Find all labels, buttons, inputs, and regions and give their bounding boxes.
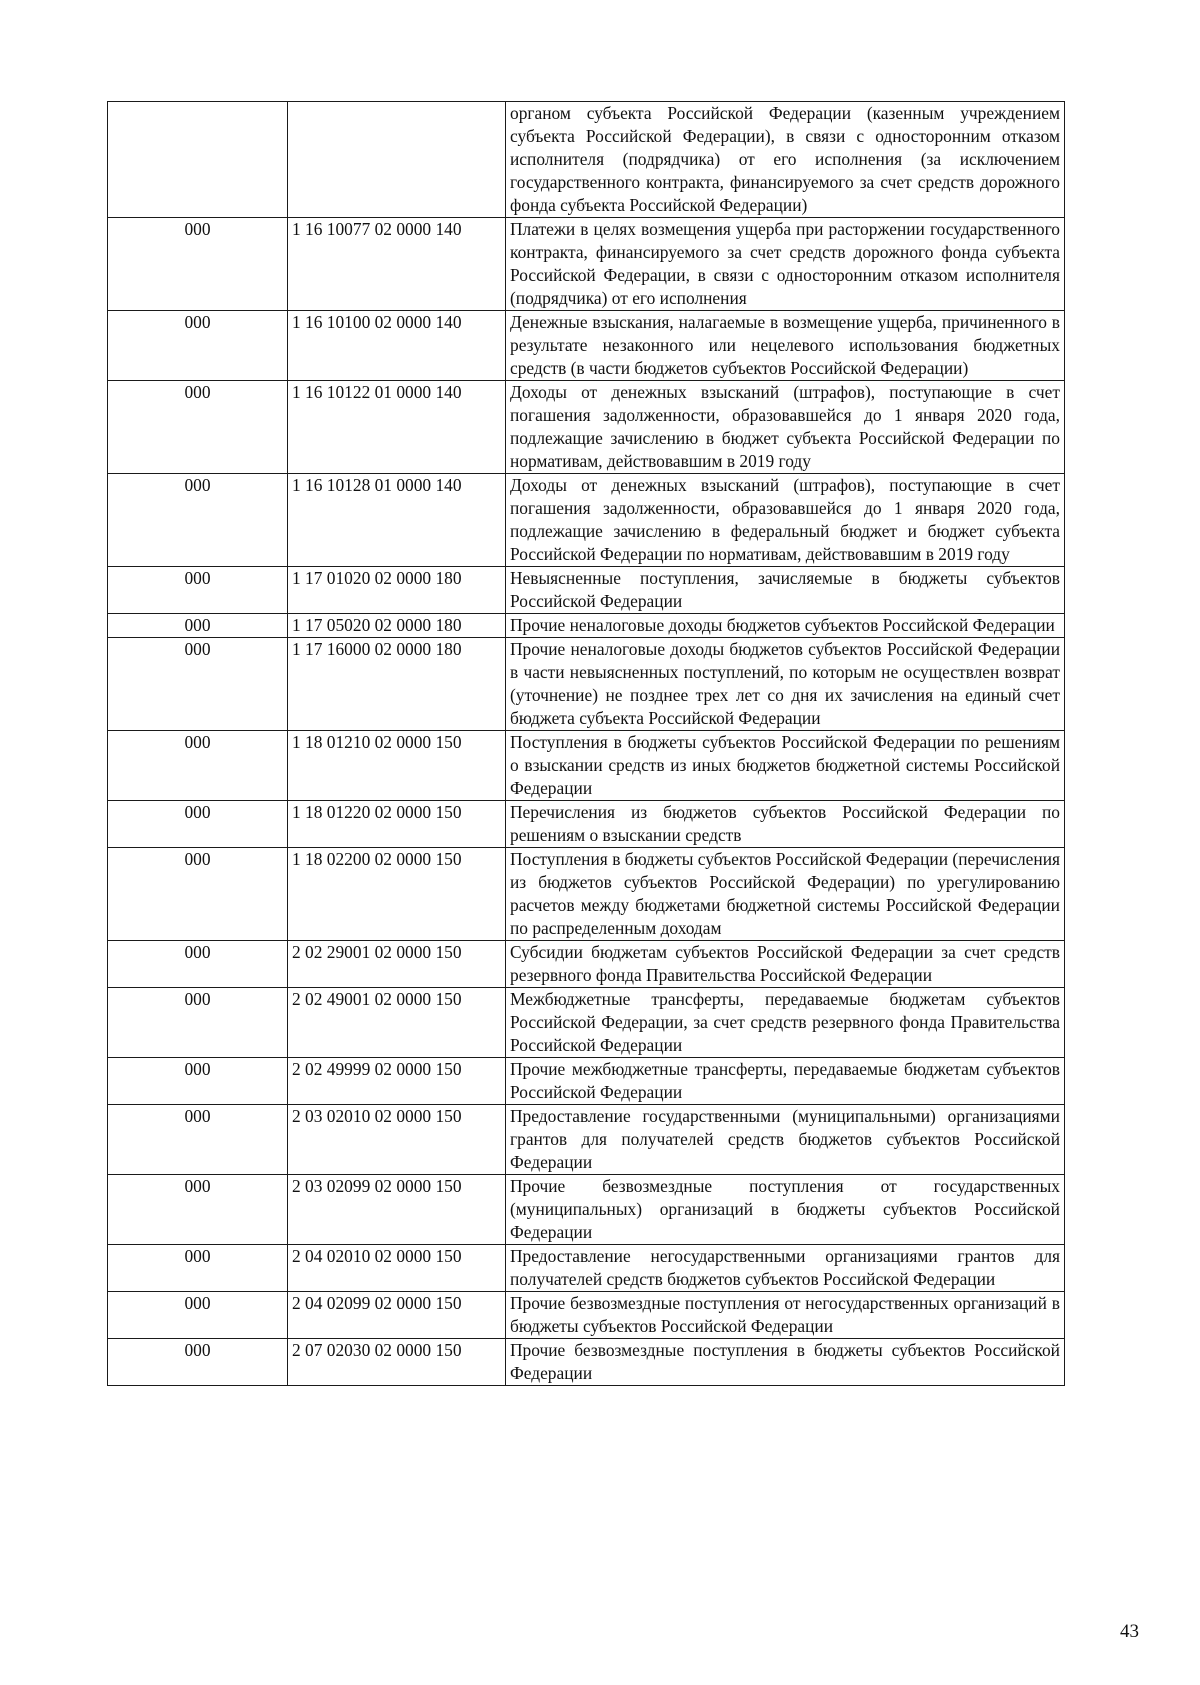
income-name-cell: органом субъекта Российской Федерации (казенным учреждением субъекта Российской Федерации), в связи с односторонним отказом исполнителя (подрядчика) от его исполнения (за исключением государственного контракта, финансируемого за счет средств дорожного фонда субъекта Российской Федерации) [506, 102, 1065, 218]
income-name-cell: Доходы от денежных взысканий (штрафов), поступающие в счет погашения задолженности, образовавшейся до 1 января 2020 года, подлежащие зачислению в федеральный бюджет и бюджет субъекта Российской Федерации по нормативам, действовавшим в 2019 году [506, 474, 1065, 567]
admin-code-cell: 000 [108, 567, 288, 614]
income-name-cell: Платежи в целях возмещения ущерба при расторжении государственного контракта, финансируемого за счет средств дорожного фонда субъекта Российской Федерации, в связи с односторонним отказом исполнителя (подрядчика) от его исполнения [506, 218, 1065, 311]
admin-code-cell: 000 [108, 1339, 288, 1386]
admin-code-cell: 000 [108, 218, 288, 311]
income-name-cell: Поступления в бюджеты субъектов Российской Федерации (перечисления из бюджетов субъектов Российской Федерации) по урегулированию расчетов между бюджетами бюджетной системы Российской Федерации по распределенным доходам [506, 848, 1065, 941]
table-row [108, 801, 1065, 848]
income-name-cell: Предоставление негосударственными организациями грантов для получателей средств бюджетов субъектов Российской Федерации [506, 1245, 1065, 1292]
budget-code-cell [288, 102, 506, 218]
budget-code-cell: 2 03 02010 02 0000 150 [288, 1105, 506, 1175]
admin-code-cell: 000 [108, 1175, 288, 1245]
admin-code-cell: 000 [108, 1105, 288, 1175]
admin-code-cell: 000 [108, 614, 288, 638]
admin-code-cell: 000 [108, 1245, 288, 1292]
table-row [108, 848, 1065, 941]
admin-code-cell: 000 [108, 988, 288, 1058]
table-row [108, 474, 1065, 567]
budget-code-cell: 1 16 10128 01 0000 140 [288, 474, 506, 567]
income-name-cell: Субсидии бюджетам субъектов Российской Федерации за счет средств резервного фонда Правительства Российской Федерации [506, 941, 1065, 988]
income-name-cell: Денежные взыскания, налагаемые в возмещение ущерба, причиненного в результате незаконного или нецелевого использования бюджетных средств (в части бюджетов субъектов Российской Федерации) [506, 311, 1065, 381]
table-body [108, 102, 1065, 1386]
income-name-cell: Прочие неналоговые доходы бюджетов субъектов Российской Федерации [506, 614, 1065, 638]
budget-code-cell: 1 17 16000 02 0000 180 [288, 638, 506, 731]
table-row [108, 102, 1065, 218]
table-row [108, 1245, 1065, 1292]
budget-code-cell: 2 02 49999 02 0000 150 [288, 1058, 506, 1105]
income-name-cell: Невыясненные поступления, зачисляемые в бюджеты субъектов Российской Федерации [506, 567, 1065, 614]
budget-code-cell: 1 17 05020 02 0000 180 [288, 614, 506, 638]
income-name-cell: Прочие безвозмездные поступления от государственных (муниципальных) организаций в бюджеты субъектов Российской Федерации [506, 1175, 1065, 1245]
table-row [108, 567, 1065, 614]
table-row [108, 218, 1065, 311]
admin-code-cell: 000 [108, 381, 288, 474]
budget-code-cell: 1 17 01020 02 0000 180 [288, 567, 506, 614]
table-row [108, 381, 1065, 474]
table-row [108, 941, 1065, 988]
table-row [108, 1292, 1065, 1339]
table-row [108, 311, 1065, 381]
budget-code-cell: 2 07 02030 02 0000 150 [288, 1339, 506, 1386]
income-name-cell: Прочие безвозмездные поступления в бюджеты субъектов Российской Федерации [506, 1339, 1065, 1386]
admin-code-cell: 000 [108, 941, 288, 988]
admin-code-cell: 000 [108, 801, 288, 848]
budget-codes-table [107, 101, 1065, 1386]
page-number: 43 [1120, 1621, 1139, 1642]
table-row [108, 1175, 1065, 1245]
budget-code-cell: 2 04 02099 02 0000 150 [288, 1292, 506, 1339]
admin-code-cell: 000 [108, 311, 288, 381]
table-row [108, 1339, 1065, 1386]
budget-code-cell: 1 18 01210 02 0000 150 [288, 731, 506, 801]
budget-code-cell: 2 02 49001 02 0000 150 [288, 988, 506, 1058]
budget-code-cell: 1 18 02200 02 0000 150 [288, 848, 506, 941]
admin-code-cell: 000 [108, 474, 288, 567]
budget-code-cell: 1 16 10100 02 0000 140 [288, 311, 506, 381]
admin-code-cell: 000 [108, 848, 288, 941]
table-row [108, 731, 1065, 801]
income-name-cell: Поступления в бюджеты субъектов Российской Федерации по решениям о взыскании средств из иных бюджетов бюджетной системы Российской Федерации [506, 731, 1065, 801]
income-name-cell: Прочие межбюджетные трансферты, передаваемые бюджетам субъектов Российской Федерации [506, 1058, 1065, 1105]
income-name-cell: Межбюджетные трансферты, передаваемые бюджетам субъектов Российской Федерации, за счет средств резервного фонда Правительства Российской Федерации [506, 988, 1065, 1058]
income-name-cell: Доходы от денежных взысканий (штрафов), поступающие в счет погашения задолженности, образовавшейся до 1 января 2020 года, подлежащие зачислению в бюджет субъекта Российской Федерации по нормативам, действовавшим в 2019 году [506, 381, 1065, 474]
budget-code-cell: 2 03 02099 02 0000 150 [288, 1175, 506, 1245]
admin-code-cell: 000 [108, 1058, 288, 1105]
income-name-cell: Прочие неналоговые доходы бюджетов субъектов Российской Федерации в части невыясненных поступлений, по которым не осуществлен возврат (уточнение) не позднее трех лет со дня их зачисления на единый счет бюджета субъекта Российской Федерации [506, 638, 1065, 731]
budget-code-cell: 1 18 01220 02 0000 150 [288, 801, 506, 848]
income-name-cell: Предоставление государственными (муниципальными) организациями грантов для получателей средств бюджетов субъектов Российской Федерации [506, 1105, 1065, 1175]
admin-code-cell: 000 [108, 638, 288, 731]
budget-code-cell: 2 04 02010 02 0000 150 [288, 1245, 506, 1292]
table-row [108, 1105, 1065, 1175]
table-row [108, 988, 1065, 1058]
table-row [108, 638, 1065, 731]
admin-code-cell: 000 [108, 731, 288, 801]
budget-code-cell: 2 02 29001 02 0000 150 [288, 941, 506, 988]
table-row [108, 614, 1065, 638]
income-name-cell: Перечисления из бюджетов субъектов Российской Федерации по решениям о взыскании средств [506, 801, 1065, 848]
budget-code-cell: 1 16 10077 02 0000 140 [288, 218, 506, 311]
admin-code-cell [108, 102, 288, 218]
income-name-cell: Прочие безвозмездные поступления от негосударственных организаций в бюджеты субъектов Российской Федерации [506, 1292, 1065, 1339]
table-row [108, 1058, 1065, 1105]
budget-code-cell: 1 16 10122 01 0000 140 [288, 381, 506, 474]
admin-code-cell: 000 [108, 1292, 288, 1339]
